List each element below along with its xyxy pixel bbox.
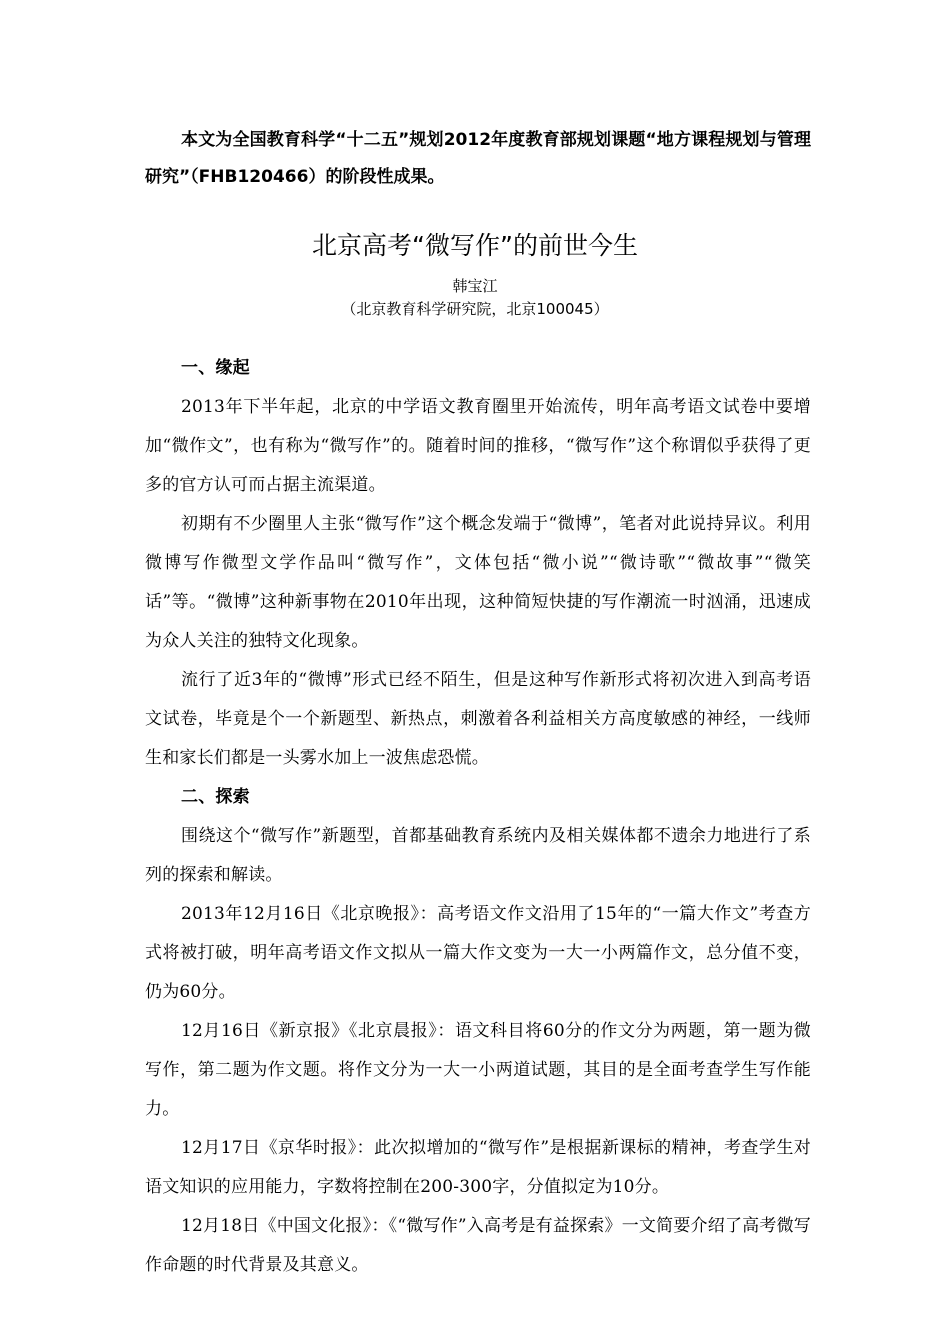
author-name: 韩宝江 — [452, 277, 498, 295]
funding-note: 本文为全国教育科学“十二五”规划2012年度教育部规划课题“地方课程规划与管理研究”（FHB120466）的阶段性成果。 — [145, 130, 811, 187]
section-heading-exploration: 二、探索 — [181, 787, 250, 807]
paragraph: 2013年下半年起，北京的中学语文教育圈里开始流传，明年高考语文试卷中要增加“微作文”，也有称为“微写作”的。随着时间的推移，“微写作”这个称谓似乎获得了更多的官方认可而占据主流渠道。 — [145, 397, 811, 495]
paragraph: 流行了近3年的“微博”形式已经不陌生，但是这种写作新形式将初次进入到高考语文试卷，毕竟是个一个新题型、新热点，刺激着各利益相关方高度敏感的神经，一线师生和家长们都是一头雾水加上一波焦虑恐慌。 — [145, 670, 811, 768]
paragraph: 2013年12月16日《北京晚报》：高考语文作文沿用了15年的“一篇大作文”考查方式将被打破，明年高考语文作文拟从一篇大作文变为一大一小两篇作文，总分值不变，仍为60分。 — [145, 904, 811, 1002]
author-affiliation: （北京教育科学研究院，北京100045） — [341, 300, 609, 318]
article-title: 北京高考“微写作”的前世今生 — [312, 231, 638, 260]
paragraph: 12月16日《新京报》《北京晨报》：语文科目将60分的作文分为两题，第一题为微写作，第二题为作文题。将作文分为一大一小两道试题，其目的是全面考查学生写作能力。 — [145, 1021, 811, 1119]
paragraph: 初期有不少圈里人主张“微写作”这个概念发端于“微博”，笔者对此说持异议。利用微博写作微型文学作品叫“微写作”，文体包括“微小说”“微诗歌”“微故事”“微笑话”等。“微博”这种新事物在2010年出现，这种简短快捷的写作潮流一时汹涌，迅速成为众人关注的独特文化现象。 — [145, 514, 811, 651]
article-body — [145, 349, 811, 1285]
section-heading-origin: 一、缘起 — [181, 358, 250, 378]
paragraph: 12月18日《中国文化报》：《“微写作”入高考是有益探索》一文简要介绍了高考微写作命题的时代背景及其意义。 — [145, 1216, 811, 1275]
paragraph: 围绕这个“微写作”新题型，首都基础教育系统内及相关媒体都不遗余力地进行了系列的探索和解读。 — [145, 826, 811, 885]
paragraph: 12月17日《京华时报》：此次拟增加的“微写作”是根据新课标的精神，考查学生对语文知识的应用能力，字数将控制在200-300字，分值拟定为10分。 — [145, 1138, 811, 1197]
